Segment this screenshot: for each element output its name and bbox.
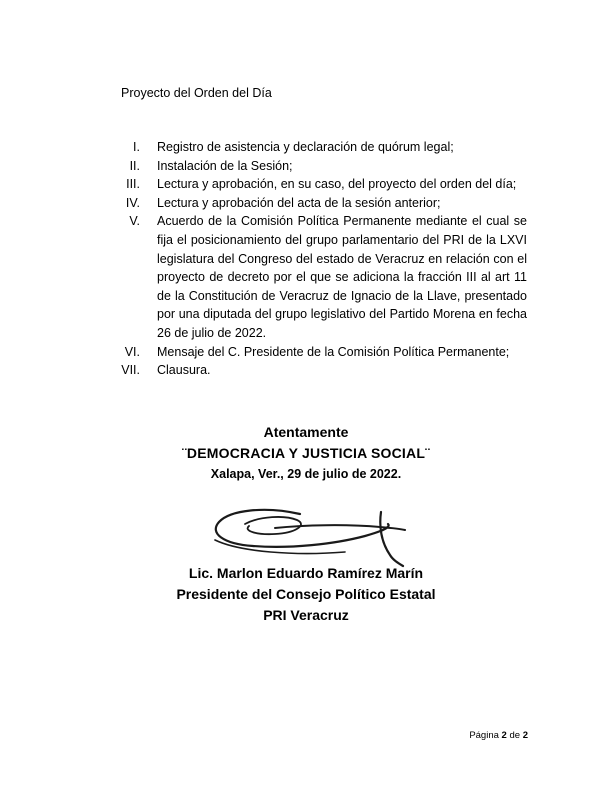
agenda-item-number: IV. (125, 195, 140, 210)
agenda-item-4 (108, 194, 528, 213)
agenda-item-7 (108, 361, 528, 380)
agenda-item-text: Instalación de la Sesión; (157, 158, 293, 173)
page-word: Página (469, 730, 499, 741)
current-page-number: 2 (501, 730, 507, 741)
agenda-item-5 (108, 212, 528, 342)
agenda-item-number: II. (129, 158, 140, 173)
agenda-item-number: VI. (124, 344, 140, 359)
agenda-list (108, 138, 528, 380)
agenda-item-number: III. (126, 177, 140, 192)
signatory-title: Presidente del Consejo Político Estatal (176, 586, 436, 602)
agenda-item-text: Lectura y aprobación del acta de la sesión anterior; (157, 195, 441, 210)
agenda-item-1 (108, 138, 528, 157)
agenda-item-text: Registro de asistencia y declaración de quórum legal; (157, 140, 454, 154)
agenda-item-text: Lectura y aprobación, en su caso, del proyecto del orden del día; (157, 177, 517, 192)
agenda-item-6 (108, 343, 528, 362)
page-number-footer (469, 730, 528, 741)
agenda-item-2 (108, 157, 528, 176)
agenda-item-number: I. (133, 140, 140, 154)
agenda-item-number: V. (129, 214, 140, 229)
place-date: Xalapa, Ver., 29 de julio de 2022. (210, 467, 402, 481)
total-page-number: 2 (522, 730, 528, 741)
of-word: de (509, 730, 521, 741)
agenda-heading: Proyecto del Orden del Día (121, 86, 272, 100)
agenda-item-text: Mensaje del C. Presidente de la Comisión Política Permanente; (157, 344, 510, 359)
agenda-item-text: Acuerdo de la Comisión Política Permanente mediante el cual se fija el posicionamiento del grupo parlamentario del PRI de la LXVI legislatura del Congreso del estado de Veracruz en relación con el proyecto de decreto por el que se adiciona la fracción III al art 11 de la Constitución de Veracruz de Ignacio de la Llave, presentado por una diputada del grupo legislativo del Partido Morena en fecha 26 de julio de 2022. (157, 214, 527, 340)
closing-motto: ¨DEMOCRACIA Y JUSTICIA SOCIAL¨ (182, 445, 430, 461)
agenda-item-number: VII. (121, 363, 140, 378)
signatory-name: Lic. Marlon Eduardo Ramírez Marín (188, 565, 424, 581)
closing-salutation: Atentamente (263, 424, 349, 440)
agenda-item-text: Clausura. (157, 363, 211, 378)
agenda-item-3 (108, 175, 528, 194)
handwritten-signature (205, 500, 415, 570)
signatory-organization: PRI Veracruz (263, 607, 349, 623)
